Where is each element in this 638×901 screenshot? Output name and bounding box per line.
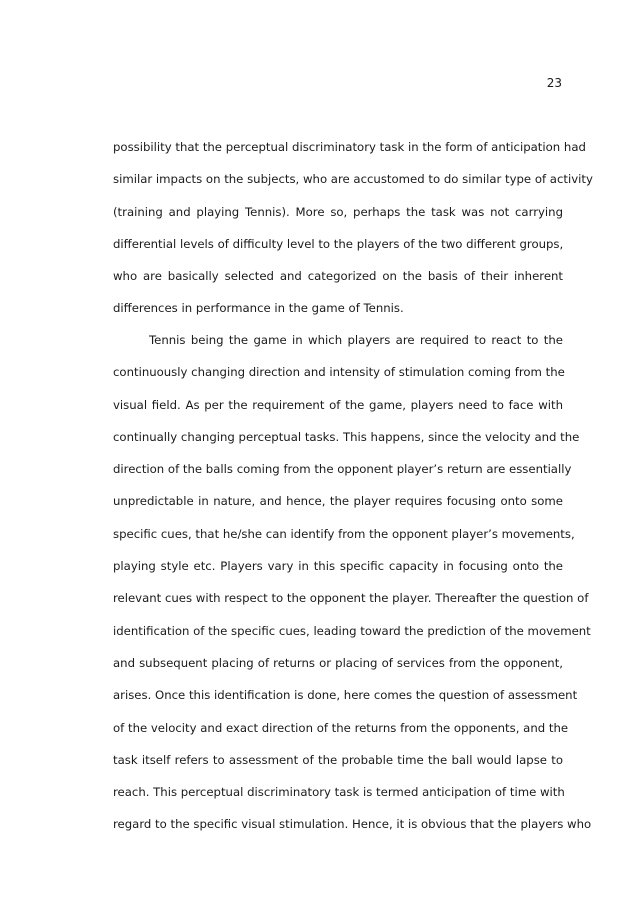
text-line: visual field. As per the requirement of the game, players need to face with [113,397,563,412]
text-line: playing style etc. Players vary in this specific capacity in focusing onto the [113,559,563,574]
page-number: 23 [546,76,562,90]
text-line: differences in performance in the game of Tennis. [113,301,404,316]
text-line: identification of the specific cues, leading toward the prediction of the movement [113,623,591,638]
text-line: who are basically selected and categorized on the basis of their inherent [113,269,563,284]
text-line: arises. Once this identification is done, here comes the question of assessment [113,688,578,703]
text-line: direction of the balls coming from the opponent player’s return are essentially [113,462,572,477]
text-line: similar impacts on the subjects, who are accustomed to do similar type of activity [113,172,593,187]
text-line: and subsequent placing of returns or placing of services from the opponent, [113,655,563,670]
text-line: possibility that the perceptual discriminatory task in the form of anticipation had [113,140,586,154]
text-line: (training and playing Tennis). More so, perhaps the task was not carrying [113,204,563,219]
text-line: task itself refers to assessment of the probable time the ball would lapse to [113,752,563,767]
paragraph-2 [113,324,592,841]
text-line: Tennis being the game in which players are required to react to the [149,333,563,347]
text-line: reach. This perceptual discriminatory task is termed anticipation of time with [113,785,565,800]
text-line: unpredictable in nature, and hence, the player requires focusing onto some [113,494,563,509]
paragraph-1 [113,131,593,325]
text-line: differential levels of difficulty level to the players of the two different groups, [113,236,564,251]
text-line: relevant cues with respect to the opponent the player. Thereafter the question of [113,591,589,606]
text-line: specific cues, that he/she can identify from the opponent player’s movements, [113,526,575,541]
text-line: of the velocity and exact direction of the returns from the opponents, and the [113,720,569,735]
text-line: regard to the specific visual stimulation. Hence, it is obvious that the players who [113,817,592,832]
text-line: continuously changing direction and intensity of stimulation coming from the [113,365,565,380]
text-line: continually changing perceptual tasks. This happens, since the velocity and the [113,429,580,444]
